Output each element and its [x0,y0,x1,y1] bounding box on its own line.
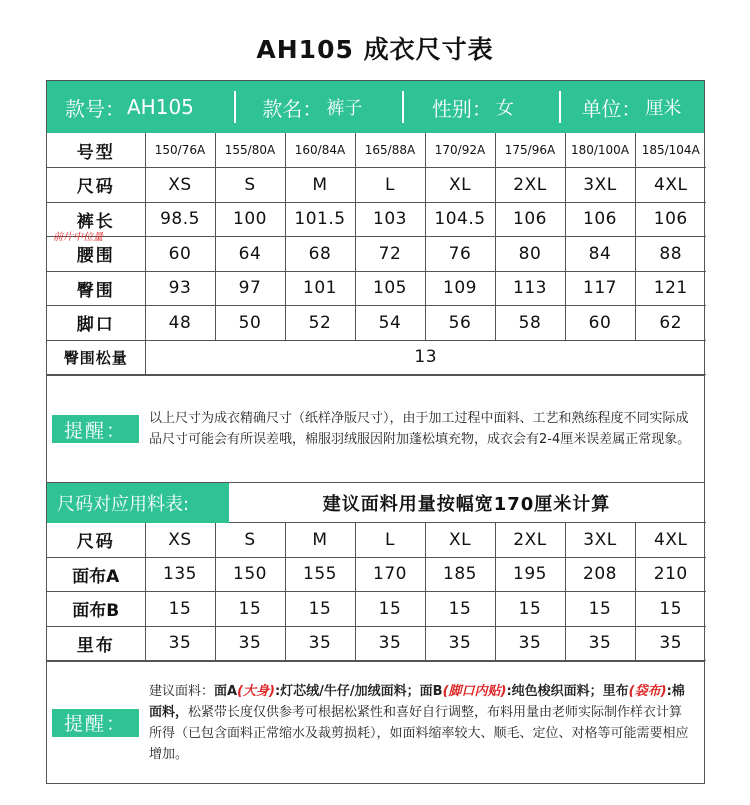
table-cell: 105 [355,271,425,306]
size-reminder [47,375,704,482]
table-cell: 170 [355,557,425,592]
table-cell: 98.5 [145,202,215,237]
table-cell: 60 [145,237,215,272]
fabric-row-b [47,592,706,627]
table-cell: XL [425,168,495,203]
table-cell: 93 [145,271,215,306]
hip-ease-value: 13 [145,340,706,375]
fabric-table [47,522,706,661]
style-code-label: 款号： [65,96,125,121]
table-cell: 88 [635,237,706,272]
reminder-text-part: 松紧带长度仅供参考可根据松紧性和喜好自行调整，布料用量由老师实际制作样衣计算所得（已包含面料正常缩水及裁剪损耗），如面料缩率较大、顺毛、定位、对格等可能需要相应增加。 [149,704,689,762]
table-cell: 4XL [635,168,706,203]
style-name-label: 款名： [262,96,323,121]
size-row-hip-ease [47,340,706,375]
reminder-tag: 提醒： [52,415,139,443]
row-head: 臀围 [47,271,145,306]
table-cell: 15 [565,592,635,627]
table-cell: M [285,523,355,558]
unit [559,81,704,133]
table-cell: 185/104A [635,133,706,168]
size-row-code [47,168,706,203]
table-cell: 35 [635,626,706,661]
table-cell: 15 [355,592,425,627]
style-info-band [47,81,704,133]
size-row-leg-opening [47,306,706,341]
row-head: 面布B [47,592,145,627]
style-code [47,81,234,133]
table-cell: 104.5 [425,202,495,237]
table-cell: 54 [355,306,425,341]
fabric-band-tag: 尺码对应用料表: [47,483,229,523]
table-cell: 101.5 [285,202,355,237]
table-cell: 56 [425,306,495,341]
length-note: 前片中位量 [53,232,103,243]
table-cell: 150 [215,557,285,592]
row-head: 脚口 [47,306,145,341]
table-cell: 106 [635,202,706,237]
table-cell: 58 [495,306,565,341]
reminder-highlight: (脚口内贴) [442,683,507,699]
row-head: 尺码 [47,523,145,558]
table-cell: 15 [285,592,355,627]
table-cell: 106 [495,202,565,237]
table-cell: 80 [495,237,565,272]
table-cell: 15 [215,592,285,627]
table-cell: 15 [495,592,565,627]
table-cell: 35 [425,626,495,661]
table-cell: 208 [565,557,635,592]
table-cell: 64 [215,237,285,272]
table-cell: L [355,168,425,203]
table-cell: 2XL [495,168,565,203]
table-cell: 60 [565,306,635,341]
table-cell: 15 [145,592,215,627]
row-head: 里布 [47,626,145,661]
size-table [47,133,706,375]
reminder-text: 以上尺寸为成衣精确尺寸（纸样净版尺寸），由于加工过程中面料、工艺和熟练程度不同实际成品尺寸可能会有所误差哦，棉服羽绒服因附加蓬松填充物，成衣会有2-4厘米误差属正常现象。 [149,411,691,447]
table-cell: 170/92A [425,133,495,168]
reminder-text [139,681,704,765]
style-name-value: 裤子 [326,98,363,119]
table-cell: 180/100A [565,133,635,168]
fabric-row-size [47,523,706,558]
table-cell: 103 [355,202,425,237]
row-head: 面布A [47,557,145,592]
table-cell: 210 [635,557,706,592]
table-cell: 50 [215,306,285,341]
table-cell: 4XL [635,523,706,558]
table-cell: 15 [635,592,706,627]
table-cell: 2XL [495,523,565,558]
table-cell: 62 [635,306,706,341]
table-cell: 185 [425,557,495,592]
style-name [234,81,402,133]
style-code-value: AH105 [127,95,194,119]
table-cell: 160/84A [285,133,355,168]
table-cell: 117 [565,271,635,306]
table-cell: 155/80A [215,133,285,168]
reminder-text-part: :灯芯绒/牛仔/加绒面料；面B [274,683,443,699]
row-head: 尺码 [47,168,145,203]
fabric-band [47,482,704,522]
table-cell: 35 [215,626,285,661]
reminder-highlight: (大身) [237,683,275,699]
row-head: 号型 [47,133,145,168]
table-cell: L [355,523,425,558]
table-cell: 100 [215,202,285,237]
table-cell: 35 [565,626,635,661]
table-cell: 68 [285,237,355,272]
table-cell: 72 [355,237,425,272]
table-cell: 52 [285,306,355,341]
fabric-reminder [47,661,704,783]
size-row-model [47,133,706,168]
table-cell: 35 [355,626,425,661]
size-row-hip [47,271,706,306]
table-cell: 121 [635,271,706,306]
gender [402,81,560,133]
row-head-label: 裤长 [76,211,115,232]
size-chart-frame [46,80,705,784]
table-cell: 109 [425,271,495,306]
table-cell: 101 [285,271,355,306]
reminder-highlight: (袋布) [628,683,667,699]
table-cell: 48 [145,306,215,341]
table-cell: 3XL [565,168,635,203]
row-head-length [47,202,145,243]
unit-value: 厘米 [645,98,682,119]
reminder-text-part: :棉面料， [149,683,685,720]
table-cell: 15 [425,592,495,627]
table-cell: 135 [145,557,215,592]
table-cell: 113 [495,271,565,306]
reminder-text-part: :纯色梭织面料；里布 [506,683,629,699]
fabric-band-text: 建议面料用量按幅宽170厘米计算 [322,493,611,515]
table-cell: 35 [495,626,565,661]
row-head: 臀围松量 [47,340,145,375]
table-cell: 165/88A [355,133,425,168]
table-cell: S [215,523,285,558]
table-cell: 175/96A [495,133,565,168]
table-cell: 150/76A [145,133,215,168]
table-cell: 97 [215,271,285,306]
table-cell: 3XL [565,523,635,558]
table-cell: 106 [565,202,635,237]
table-cell: 76 [425,237,495,272]
reminder-text-part: 面A [214,683,238,699]
table-cell: XL [425,523,495,558]
size-row-waist [47,237,706,272]
unit-label: 单位： [581,96,642,121]
size-row-length [47,202,706,237]
table-cell: 35 [285,626,355,661]
table-cell: XS [145,168,215,203]
gender-value: 女 [495,98,514,119]
reminder-text-part: 建议面料： [149,683,215,699]
table-cell: 195 [495,557,565,592]
row-head: 腰围 [47,237,145,272]
table-cell: M [285,168,355,203]
gender-label: 性别： [431,96,492,121]
table-cell: 84 [565,237,635,272]
fabric-row-lining [47,626,706,661]
table-cell: XS [145,523,215,558]
table-cell: 155 [285,557,355,592]
fabric-row-a [47,557,706,592]
page-title: AH105 成衣尺寸表 [256,35,494,64]
reminder-tag: 提醒： [52,709,139,737]
table-cell: S [215,168,285,203]
table-cell: 35 [145,626,215,661]
